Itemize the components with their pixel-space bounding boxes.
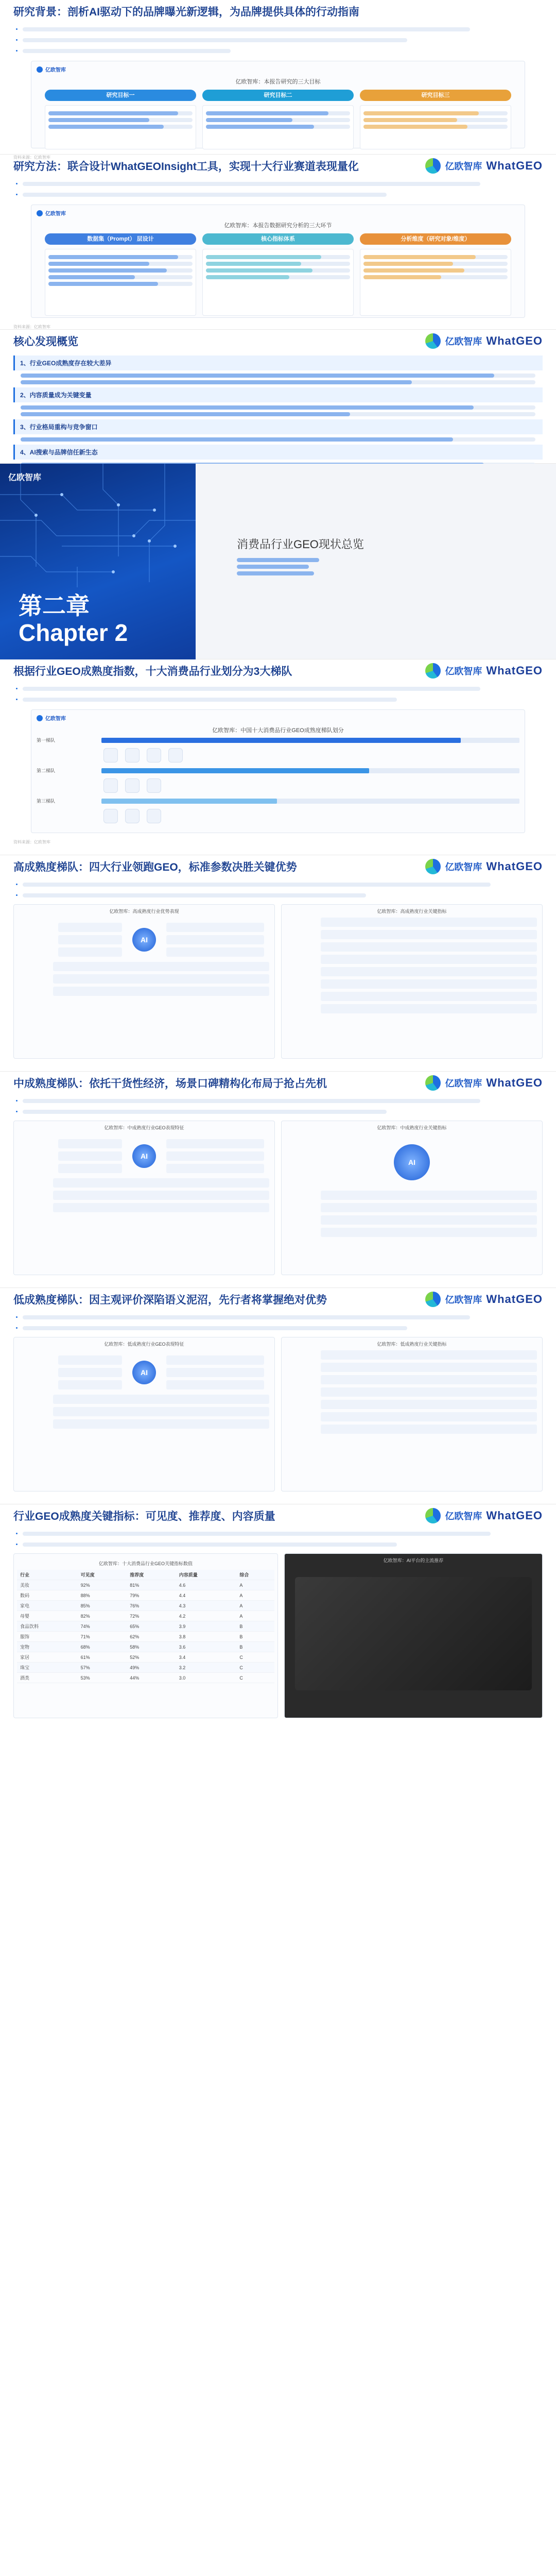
- section-tiers: [0, 659, 556, 855]
- table-cell: 61%: [78, 1652, 127, 1663]
- section-title: 核心发现概览: [13, 336, 78, 348]
- table-cell: 家电: [17, 1601, 78, 1611]
- tier-label: 第一梯队: [37, 738, 56, 743]
- tier-label: 第三梯队: [37, 799, 56, 804]
- table-cell: 74%: [78, 1621, 127, 1632]
- brand-logo: 亿欧智库 WhatGEO: [425, 158, 543, 174]
- bullet: [23, 1324, 543, 1333]
- bullet: [23, 190, 543, 199]
- table-cell: 食品饮料: [17, 1621, 78, 1632]
- section-mid-tier: [0, 1072, 556, 1288]
- finding-highlight: 1、行业GEO成熟度存在较大差异: [13, 355, 543, 370]
- bullet-list: [0, 682, 556, 704]
- section-title: 高成熟度梯队：四大行业领跑GEO，标准参数决胜关键优势: [13, 861, 297, 873]
- section-high-tier: [0, 855, 556, 1072]
- chapter-info: [196, 464, 556, 659]
- table-cell: C: [236, 1652, 274, 1663]
- bullet: [23, 695, 543, 704]
- ai-icon: AI: [132, 1144, 156, 1168]
- figure-tag: 亿欧智库: [37, 714, 66, 722]
- method-pill: 分析维度（研究对象/维度）: [360, 233, 511, 245]
- bullet: [23, 891, 543, 900]
- method-pill: 数据集（Prompt） 层设计: [45, 233, 196, 245]
- section-title: 根据行业GEO成熟度指数，十大消费品行业划分为3大梯队: [13, 666, 292, 677]
- bullet: [23, 1107, 543, 1116]
- section-title: 中成熟度梯队：依托干货性经济，场景口碑精构化布局于抢占先机: [13, 1078, 327, 1090]
- finding-highlight: 4、AI搜索与品牌信任新生态: [13, 445, 543, 460]
- table-cell: 88%: [78, 1590, 127, 1601]
- method-card: [45, 249, 196, 316]
- tier-label: 第二梯队: [37, 768, 56, 774]
- table-cell: 53%: [78, 1673, 127, 1683]
- bullet: [23, 179, 543, 189]
- panel-right: 亿欧智库：高成熟度行业关键指标: [281, 904, 543, 1059]
- table-cell: 酒类: [17, 1673, 78, 1683]
- table-row: [17, 1580, 274, 1590]
- bullet-list: [0, 177, 556, 199]
- section-title: 行业GEO成熟度关键指标：可见度、推荐度、内容质量: [13, 1511, 275, 1522]
- ai-icon: AI: [132, 1361, 156, 1384]
- table-cell: 4.4: [176, 1590, 237, 1601]
- table-cell: 家居: [17, 1652, 78, 1663]
- chapter-label: 第二章: [19, 592, 90, 619]
- figure-method: [31, 205, 525, 318]
- table-cell: 数码: [17, 1590, 78, 1601]
- ai-icon: AI: [394, 1144, 430, 1180]
- bullet: [23, 25, 543, 34]
- section-background: [0, 0, 556, 160]
- table-cell: 72%: [127, 1611, 176, 1621]
- section-title: 低成熟度梯队：因主观评价深陷语义泥沼，先行者将掌握绝对优势: [13, 1294, 327, 1306]
- table-row: [17, 1611, 274, 1621]
- figure-tiers: [31, 709, 525, 833]
- bullet: [23, 1313, 543, 1322]
- table-cell: 81%: [127, 1580, 176, 1590]
- table-row: [17, 1601, 274, 1611]
- bullet-list: [0, 23, 556, 56]
- table-header: 行业 可见度 推荐度 内容质量 综合: [17, 1570, 274, 1580]
- panel-left: 亿欧智库：高成熟度行业优势表现 AI: [13, 904, 275, 1059]
- logo-icon: [425, 158, 441, 174]
- tier-row: [31, 765, 525, 776]
- brand-logo: 亿欧智库 WhatGEO: [425, 1508, 543, 1523]
- table-cell: 44%: [127, 1673, 176, 1683]
- metrics-table: [17, 1570, 274, 1683]
- table-cell: A: [236, 1611, 274, 1621]
- table-row: [17, 1642, 274, 1652]
- brand-logo: 亿欧智库 WhatGEO: [425, 333, 543, 349]
- table-row: [17, 1632, 274, 1642]
- table-row: [17, 1673, 274, 1683]
- bullet: [23, 684, 543, 693]
- metrics-table-panel: 亿欧智库：十大消费品行业GEO关键指标数值 行业 可见度 推荐度 内容质量 综合 美妆 92% 81% 4.6 A 数码 88% 79% 4.4 A 家电 85% 76% 4.3 A 母婴 82% 72% 4.2 A 食品饮料 74% 65% 3.9 B 服饰 71% 62% 3.8 B 宠物 68% 58% 3.6 B 家居 61% 52% 3.4 C 珠宝 57% 49% 3.2 C 酒类 53% 44% 3.0 C: [13, 1553, 278, 1718]
- brand-logo: 亿欧智库 WhatGEO: [425, 1075, 543, 1091]
- table-cell: 71%: [78, 1632, 127, 1642]
- table-cell: B: [236, 1632, 274, 1642]
- table-cell: 85%: [78, 1601, 127, 1611]
- source-note: 资料来源：亿欧智库: [13, 840, 50, 845]
- panel-left: 亿欧智库：中成熟度行业GEO表现特征 AI: [13, 1121, 275, 1275]
- logo-icon: [425, 859, 441, 874]
- panel-right: 亿欧智库：低成熟度行业关键指标: [281, 1337, 543, 1492]
- section-method: [0, 155, 556, 330]
- table-cell: 49%: [127, 1663, 176, 1673]
- table-cell: 珠宝: [17, 1663, 78, 1673]
- table-cell: 92%: [78, 1580, 127, 1590]
- objective-card: [360, 105, 511, 149]
- tier-fill: [101, 799, 277, 804]
- brand-logo: 亿欧智库 WhatGEO: [425, 1292, 543, 1307]
- finding-highlight: 3、行业格局重构与竞争窗口: [13, 419, 543, 434]
- figure-tag: 亿欧智库: [37, 65, 66, 73]
- chapter-en: Chapter 2: [19, 619, 128, 646]
- finding-highlight: 2、内容质量成为关键变量: [13, 387, 543, 402]
- method-pill: 核心指标体系: [202, 233, 354, 245]
- tier-row: [31, 795, 525, 807]
- brand-logo: 亿欧智库 WhatGEO: [425, 859, 543, 874]
- logo-icon: [425, 1508, 441, 1523]
- logo-icon: [425, 663, 441, 679]
- tier-icons: [31, 807, 525, 825]
- panel-left: 亿欧智库：低成熟度行业GEO表现特征 AI: [13, 1337, 275, 1492]
- ai-platform-panel: 亿欧智库：AI平台的主流推荐: [284, 1553, 543, 1718]
- figure-tag: 亿欧智库: [37, 209, 66, 217]
- chapter-cover: [0, 464, 556, 659]
- tier-icons: [31, 746, 525, 765]
- section-title: 研究方法：联合设计WhatGEOInsight工具，实现十大行业赛道表现量化: [13, 161, 359, 173]
- tier-row: [31, 734, 525, 746]
- table-cell: B: [236, 1642, 274, 1652]
- tier-fill: [101, 768, 369, 773]
- source-note: 资料来源：亿欧智库: [13, 325, 50, 330]
- objective-pill: 研究目标三: [360, 90, 511, 101]
- bullet: [23, 46, 543, 56]
- method-card: [202, 249, 354, 316]
- figure-title: 亿欧智库：本报告研究的三大目标: [235, 79, 321, 86]
- table-cell: 4.2: [176, 1611, 237, 1621]
- table-cell: 65%: [127, 1621, 176, 1632]
- section-key-metrics: [0, 1504, 556, 2205]
- table-cell: 52%: [127, 1652, 176, 1663]
- table-cell: 3.8: [176, 1632, 237, 1642]
- chapter-title: 消费品行业GEO现状总览: [237, 538, 364, 551]
- table-cell: 宠物: [17, 1642, 78, 1652]
- table-cell: 57%: [78, 1663, 127, 1673]
- logo-icon: [425, 1292, 441, 1307]
- bullet-list: [0, 1527, 556, 1549]
- table-cell: C: [236, 1673, 274, 1683]
- method-card: [360, 249, 511, 316]
- bullet: [23, 1096, 543, 1106]
- objective-card: [202, 105, 354, 149]
- objective-pill: 研究目标二: [202, 90, 354, 101]
- table-cell: A: [236, 1601, 274, 1611]
- table-cell: 76%: [127, 1601, 176, 1611]
- chapter-art: [0, 464, 196, 659]
- table-row: [17, 1652, 274, 1663]
- brand-logo: 亿欧智库 WhatGEO: [425, 663, 543, 679]
- table-cell: B: [236, 1621, 274, 1632]
- logo-icon: [425, 1075, 441, 1091]
- table-cell: 68%: [78, 1642, 127, 1652]
- bullet-list: [0, 878, 556, 900]
- bullet: [23, 36, 543, 45]
- tier-icons: [31, 776, 525, 795]
- panel-right: 亿欧智库：中成熟度行业关键指标 AI: [281, 1121, 543, 1275]
- table-cell: A: [236, 1590, 274, 1601]
- table-cell: A: [236, 1580, 274, 1590]
- table-cell: 美妆: [17, 1580, 78, 1590]
- section-low-tier: [0, 1288, 556, 1504]
- ai-platform-image: [295, 1577, 532, 1690]
- table-cell: C: [236, 1663, 274, 1673]
- bullet: [23, 1529, 543, 1538]
- table-row: [17, 1663, 274, 1673]
- table-cell: 母婴: [17, 1611, 78, 1621]
- tier-fill: [101, 738, 461, 743]
- source-note: 资料来源：亿欧智库: [13, 155, 50, 160]
- bullet: [23, 1540, 543, 1549]
- table-cell: 3.6: [176, 1642, 237, 1652]
- table-cell: 58%: [127, 1642, 176, 1652]
- bullet-list: [0, 1311, 556, 1333]
- table-cell: 4.3: [176, 1601, 237, 1611]
- objective-card: [45, 105, 196, 149]
- table-cell: 3.4: [176, 1652, 237, 1663]
- ai-icon: AI: [132, 928, 156, 952]
- logo-icon: [425, 333, 441, 349]
- table-row: [17, 1590, 274, 1601]
- table-cell: 3.0: [176, 1673, 237, 1683]
- figure-objectives: [31, 61, 525, 148]
- bullet: [23, 880, 543, 889]
- section-findings: [0, 330, 556, 464]
- table-cell: 82%: [78, 1611, 127, 1621]
- table-cell: 79%: [127, 1590, 176, 1601]
- table-cell: 服饰: [17, 1632, 78, 1642]
- table-cell: 3.9: [176, 1621, 237, 1632]
- figure-title: 亿欧智库：中国十大消费品行业GEO成熟度梯队划分: [212, 727, 344, 734]
- bullet-list: [0, 1094, 556, 1116]
- objective-pill: 研究目标一: [45, 90, 196, 101]
- table-cell: 62%: [127, 1632, 176, 1642]
- table-row: [17, 1621, 274, 1632]
- figure-title: 亿欧智库：本报告数据研究分析的三大环节: [224, 223, 332, 229]
- section-title: 研究背景：剖析AI驱动下的品牌曝光新逻辑，为品牌提供具体的行动指南: [13, 6, 359, 18]
- table-cell: 3.2: [176, 1663, 237, 1673]
- chapter-toc: [237, 555, 319, 578]
- chapter-logo: 亿欧智库: [8, 473, 42, 482]
- table-cell: 4.6: [176, 1580, 237, 1590]
